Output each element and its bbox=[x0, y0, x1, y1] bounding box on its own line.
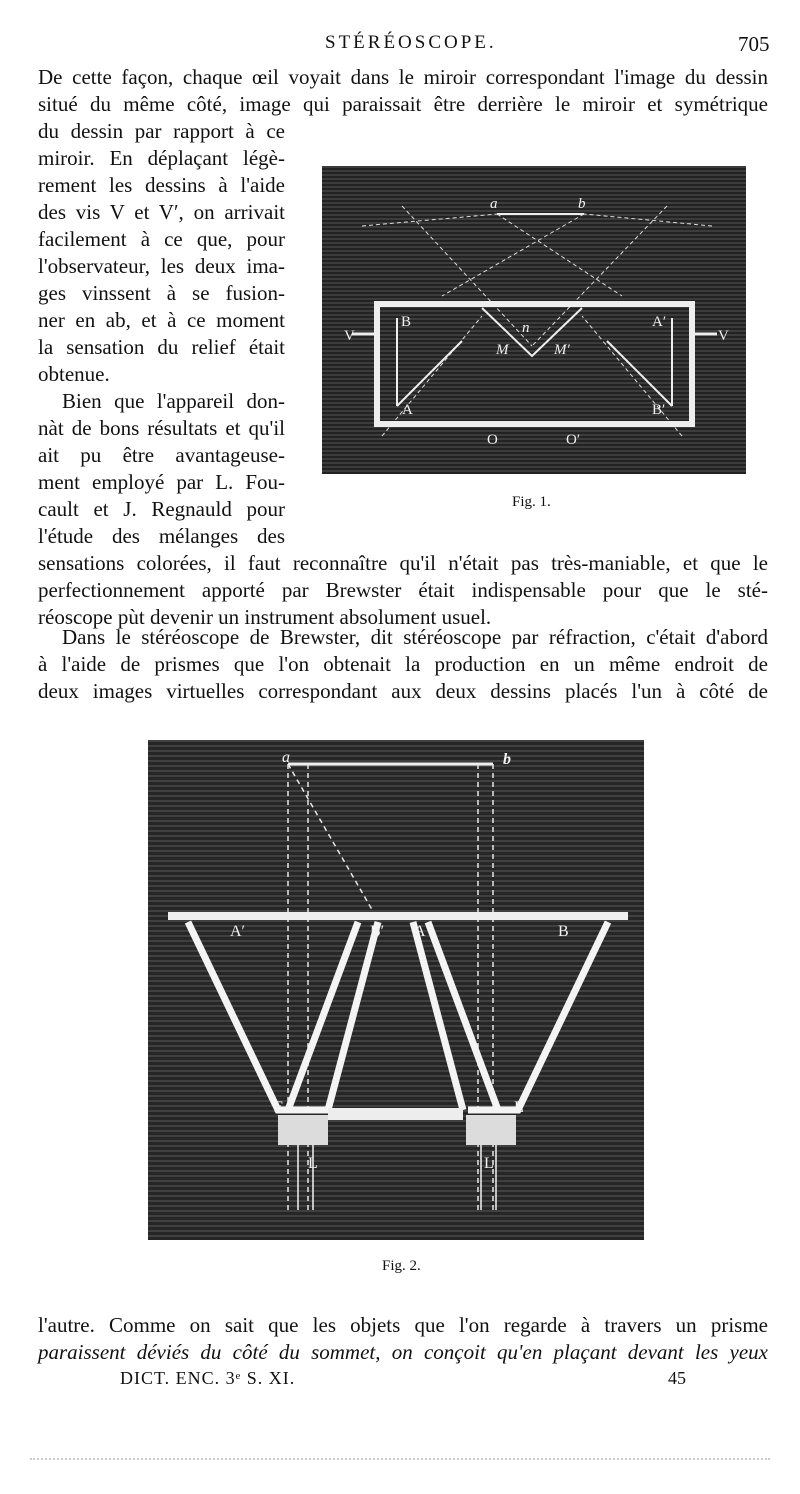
text-line: à l'aide de prismes que l'on obtenait la production en un même endroit de bbox=[38, 652, 768, 676]
fig1-label-o: O bbox=[487, 432, 498, 448]
paragraph-4 bbox=[38, 1312, 768, 1366]
text-line: ner en ab, et à ce moment bbox=[38, 308, 285, 332]
figure-2 bbox=[148, 740, 644, 1240]
page-number: 705 bbox=[738, 32, 770, 56]
fig1-label-m: M bbox=[496, 342, 509, 358]
fig2-label-l-left: L bbox=[308, 1155, 318, 1172]
text-line: perfectionnement apporté par Brewster était indispensable pour que le sté- bbox=[38, 578, 768, 602]
scan-noise-line bbox=[30, 1458, 770, 1460]
text-line: nàt de bons résultats et qu'il bbox=[38, 416, 285, 440]
text-line: l'étude des mélanges des bbox=[38, 524, 285, 548]
fig1-label-v-prime: V bbox=[718, 328, 729, 344]
text-line: ment employé par L. Fou- bbox=[38, 470, 285, 494]
fig2-label-e-right: E bbox=[514, 1099, 524, 1116]
text-line: miroir. En déplaçant légè- bbox=[38, 146, 285, 170]
fig1-label-m-prime: M′ bbox=[554, 342, 570, 358]
text-line: Dans le stéréoscope de Brewster, dit stéréoscope par réfraction, c'était d'abord bbox=[62, 625, 768, 649]
figure-2-caption: Fig. 2. bbox=[382, 1258, 421, 1274]
fig1-label-n: n bbox=[522, 320, 530, 336]
text-line: des vis V et V′, on arrivait bbox=[38, 200, 285, 224]
text-line: facilement à ce que, pour bbox=[38, 227, 285, 251]
fig1-label-b-prime: B′ bbox=[652, 402, 666, 418]
fig2-label-e-left: E bbox=[274, 1099, 284, 1116]
text-line: réoscope pùt devenir un instrument absolument usuel. bbox=[38, 605, 492, 629]
sheet-number: 45 bbox=[668, 1368, 686, 1388]
text-line: l'observateur, les deux ima- bbox=[38, 254, 285, 278]
fig2-label-l-right: L bbox=[484, 1155, 494, 1172]
text-line: situé du même côté, image qui paraissait être derrière le miroir et symétrique bbox=[38, 92, 768, 116]
text-line: deux images virtuelles correspondant aux deux dessins placés l'un à côté de bbox=[38, 679, 768, 703]
figure-2-drawing bbox=[148, 740, 644, 1240]
fig2-label-b: b bbox=[503, 751, 511, 768]
paragraph-3 bbox=[38, 624, 768, 705]
text-line: De cette façon, chaque œil voyait dans le miroir correspondant l'image du dessin bbox=[38, 65, 768, 89]
figure-1-caption: Fig. 1. bbox=[512, 494, 551, 510]
text-line: obtenue. bbox=[38, 362, 110, 386]
figure-1 bbox=[322, 166, 746, 474]
text-line: Bien que l'appareil don- bbox=[62, 389, 285, 413]
fig2-label-a: a bbox=[282, 749, 290, 766]
running-title: STÉRÉOSCOPE. bbox=[325, 32, 497, 53]
text-line: du dessin par rapport à ce bbox=[38, 119, 285, 143]
text-line: paraissent déviés du côté du sommet, on conçoit qu'en plaçant devant les yeux bbox=[38, 1340, 768, 1364]
signature-mark: DICT. ENC. 3ᵉ S. XI. bbox=[120, 1368, 296, 1388]
text-line: rement les dessins à l'aide bbox=[38, 173, 285, 197]
text-line: sensations colorées, il faut reconnaître qu'il n'était pas très-maniable, et que le bbox=[38, 551, 768, 575]
fig1-label-a-prime: A′ bbox=[652, 314, 667, 330]
page-header bbox=[0, 30, 800, 58]
figure-1-drawing bbox=[322, 166, 746, 474]
fig1-label-v: V bbox=[344, 328, 355, 344]
fig2-label-b-right: B bbox=[558, 923, 569, 940]
fig1-label-o-prime: O′ bbox=[566, 432, 581, 448]
text-line: l'autre. Comme on sait que les objets que l'on regarde à travers un prisme bbox=[38, 1313, 768, 1337]
fig1-label-a-left: A bbox=[402, 402, 413, 418]
fig2-label-a-prime: A′ bbox=[230, 923, 246, 940]
fig1-label-b-left: B bbox=[401, 314, 412, 330]
text-line: ait pu être avantageuse- bbox=[38, 443, 285, 467]
text-line: cault et J. Regnauld pour bbox=[38, 497, 285, 521]
fig1-label-a: a bbox=[490, 196, 498, 212]
text-line: ges vinssent à se fusion- bbox=[38, 281, 285, 305]
fig1-label-b: b bbox=[578, 196, 586, 212]
text-line: la sensation du relief était bbox=[38, 335, 285, 359]
fig2-label-b-prime: B′ bbox=[370, 923, 385, 940]
fig2-label-a-center: A bbox=[414, 923, 426, 940]
